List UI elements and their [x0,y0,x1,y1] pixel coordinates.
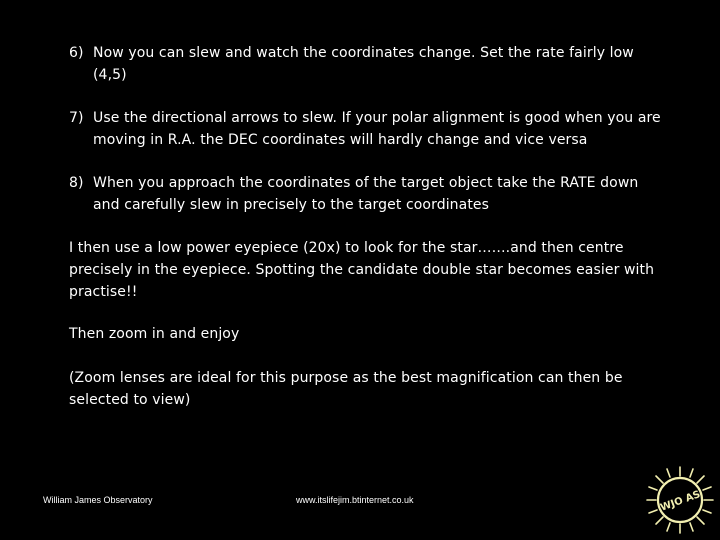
body-paragraph: I then use a low power eyepiece (20x) to look for the star…….and then centre precisely in the eyepiece. Spotting the candidate double star becomes easier with practise!! [69,240,655,300]
body-paragraph: Then zoom in and enjoy [69,326,240,342]
step-item [69,107,669,151]
slide-content [69,42,669,431]
body-paragraph: (Zoom lenses are ideal for this purpose as the best magnification can then be selected to view) [69,370,623,408]
step-text: When you approach the coordinates of the target object take the RATE down and carefully slew in precisely to the target coordinates [93,175,639,213]
step-number: 7) [69,110,84,126]
observatory-logo-icon [645,465,715,535]
footer-organization: William James Observatory [43,495,153,505]
step-item [69,172,669,216]
footer-url: www.itslifejim.btinternet.co.uk [296,495,414,505]
logo-text: WJO AS [659,489,702,514]
step-number: 6) [69,45,84,61]
step-number: 8) [69,175,84,191]
step-text: Use the directional arrows to slew. If your polar alignment is good when you are moving in R.A. the DEC coordinates will hardly change and vice versa [93,110,661,148]
step-item [69,42,669,86]
step-text: Now you can slew and watch the coordinates change. Set the rate fairly low (4,5) [93,45,634,83]
